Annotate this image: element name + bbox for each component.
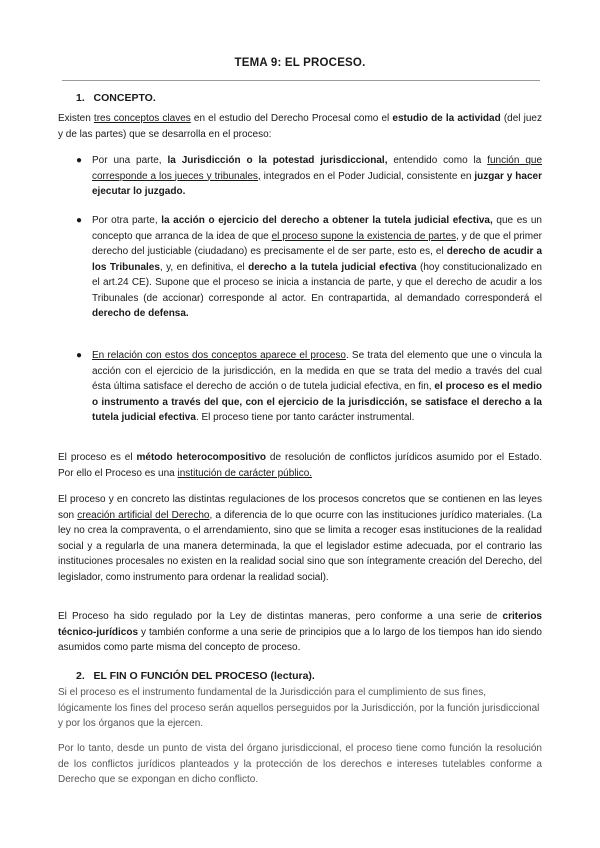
section-heading-fin bbox=[76, 670, 315, 682]
section-heading-concepto bbox=[76, 92, 156, 104]
paragraph-metodo: El proceso es el método heterocompositivo de resolución de conflictos jurídicos asumido por el Estado. Por ello el Proceso es una institución de carácter público. bbox=[58, 452, 542, 479]
paragraph-fines: Si el proceso es el instrumento fundamental de la Jurisdicción para el cumplimiento de sus fines, lógicamente los fines del proceso serán aquellos perseguidos por la Jurisdicción, por la función jurisdiccional y por los órganos que la ejercen. bbox=[58, 687, 540, 729]
title-divider bbox=[62, 80, 540, 81]
bullet-icon: ● bbox=[76, 155, 83, 166]
bullet-accion: Por otra parte, la acción o ejercicio del derecho a obtener la tutela judicial efectiva, que es un concepto que arranca de la idea de que el proceso supone la existencia de partes, y de que el primer derecho del justiciable (ciudadano) es precisamente el de ser parte, esto es, el derecho de acudir a los Tribunales, y, en definitiva, el derecho a la tutela judicial efectiva (hoy constitucionalizado en el art.24 CE). Supone que el proceso se inicia a instancia de parte, y que el derecho de acudir a los Tribunales (de accionar) corresponde al actor. En contrapartida, al demandado corresponderá el derecho de defensa. bbox=[92, 215, 542, 319]
intro-paragraph: Existen tres conceptos claves en el estudio del Derecho Procesal como el estudio de la actividad (del juez y de las partes) que se desarrolla en el proceso: bbox=[58, 113, 542, 140]
paragraph-creacion: El proceso y en concreto las distintas regulaciones de los procesos concretos que se contienen en las leyes son creación artificial del Derecho, a diferencia de lo que ocurre con las instituciones jurídico materiales. (La ley no crea la compraventa, o el arrendamiento, sino que se limita a recoger esas instituciones de la realidad social y a regularla de una manera determinada, la que el legislador estime adecuada, por el contrario las instituciones procesales no existen en la realidad social sino que son íntegramente creación del Derecho, del legislador, como instrumento para ordenar la realidad social). bbox=[58, 494, 542, 583]
section-number: 2. bbox=[76, 670, 85, 682]
bullet-icon: ● bbox=[76, 215, 83, 226]
paragraph-regulacion: El Proceso ha sido regulado por la Ley de distintas maneras, pero conforme a una serie de criterios técnico-jurídicos y también conforme a una serie de principios que a lo largo de los tiempos han ido siendo asumidos como parte misma del concepto de proceso. bbox=[58, 611, 542, 653]
paragraph-funcion: Por lo tanto, desde un punto de vista del órgano jurisdiccional, el proceso tiene como función la resolución de los conflictos jurídicos planteados y la protección de los derechos e intereses tutelables conforme a Derecho que se expongan en dicho conflicto. bbox=[58, 743, 542, 785]
page-title: TEMA 9: EL PROCESO. bbox=[234, 57, 366, 69]
bullet-proceso: En relación con estos dos conceptos aparece el proceso. Se trata del elemento que une o vincula la acción con el ejercicio de la jurisdicción, en la medida en que se trata del medio a través del cual ésta última satisface el derecho de acción o de tutela judicial efectiva, en fin, el proceso es el medio o instrumento a través del que, con el ejercicio de la jurisdicción, se satisface el derecho a la tutela judicial efectiva. El proceso tiene por tanto carácter instrumental. bbox=[92, 350, 543, 423]
bullet-icon: ● bbox=[76, 350, 83, 361]
section-title: CONCEPTO. bbox=[93, 92, 156, 104]
section-number: 1. bbox=[76, 92, 85, 104]
bullet-jurisdiccion: Por una parte, la Jurisdicción o la potestad jurisdiccional, entendido como la función que corresponde a los jueces y tribunales, integrados en el Poder Judicial, consistente en juzgar y hacer ejecutar lo juzgado. bbox=[92, 155, 542, 197]
section-title: EL FIN O FUNCIÓN DEL PROCESO (lectura). bbox=[93, 670, 315, 682]
